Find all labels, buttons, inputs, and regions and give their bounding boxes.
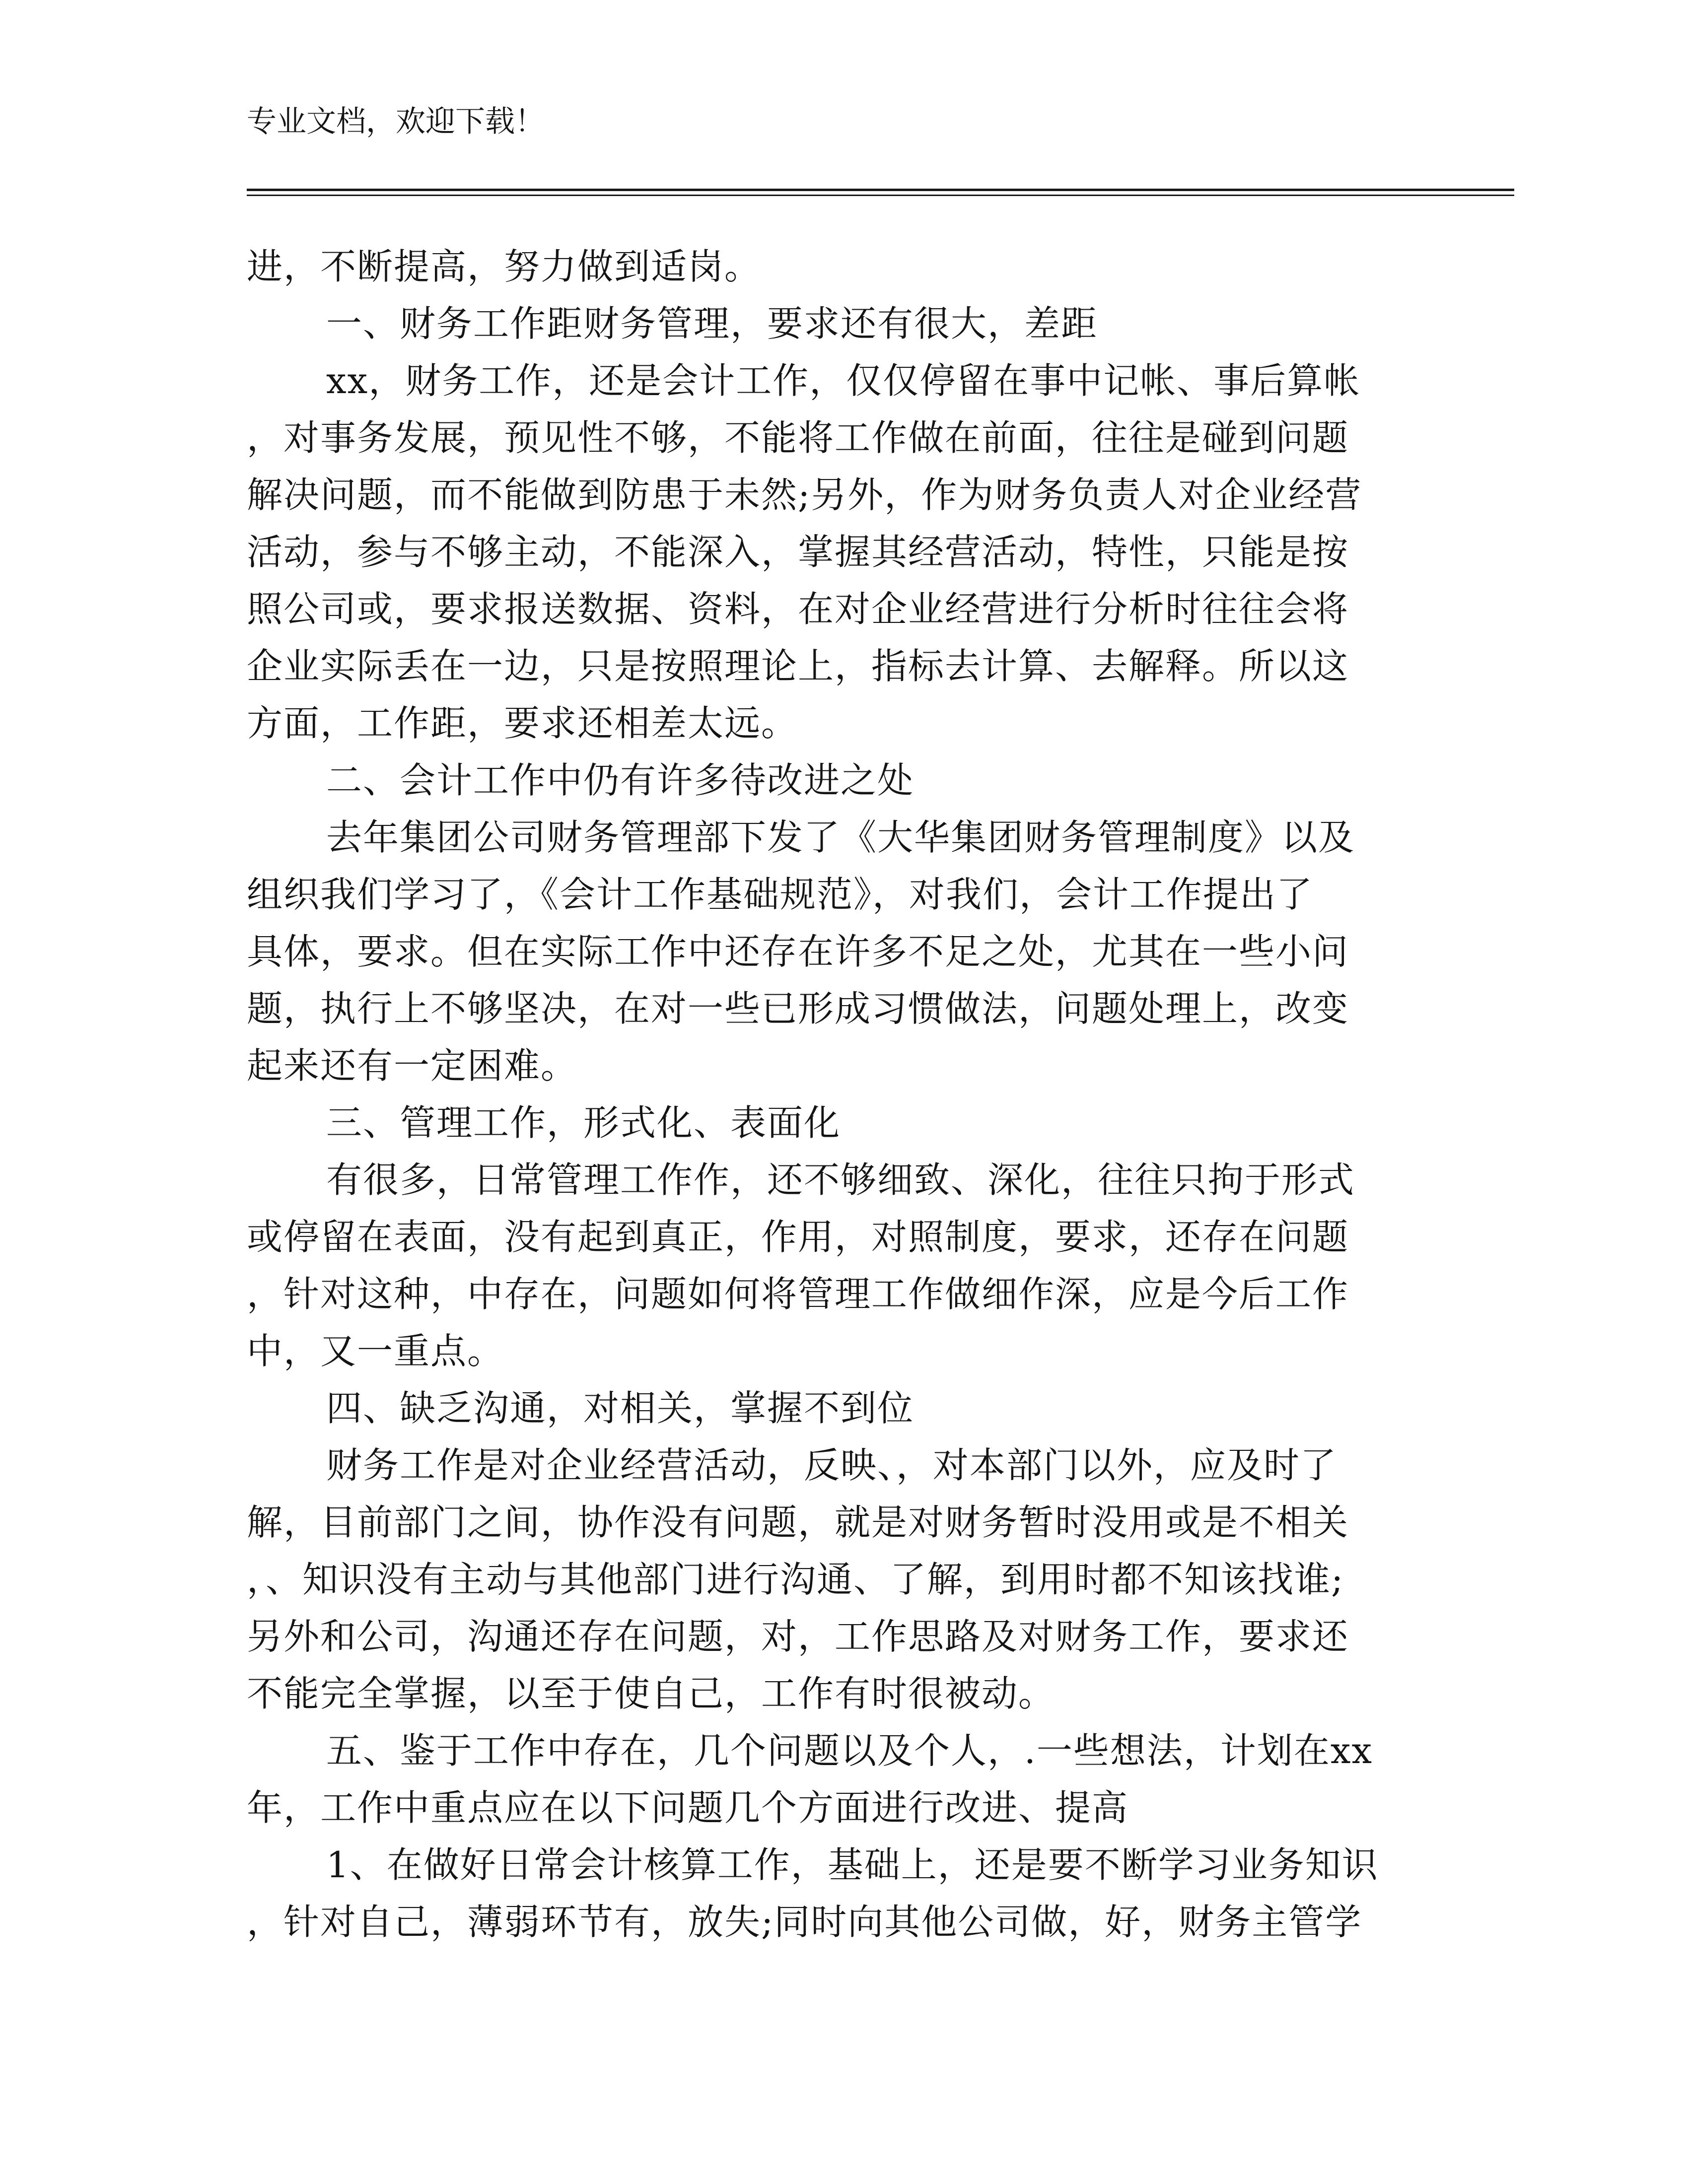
text-line: 解，目前部门之间，协作没有问题，就是对财务暂时没用或是不相关 — [247, 1502, 1349, 1543]
page-header: 专业文档，欢迎下载！ — [247, 104, 545, 139]
text-line: 方面，工作距，要求还相差太远。 — [247, 702, 798, 744]
header-rule-thick — [247, 189, 1514, 191]
text-line: 不能完全掌握，以至于使自己，工作有时很被动。 — [247, 1673, 1055, 1714]
text-line: 1、在做好日常会计核算工作，基础上，还是要不断学习业务知识 — [326, 1844, 1379, 1886]
text-line: 活动，参与不够主动，不能深入，掌握其经营活动，特性，只能是按 — [247, 531, 1349, 573]
text-line: 去年集团公司财务管理部下发了《大华集团财务管理制度》以及 — [326, 817, 1355, 858]
text-line: xx，财务工作，还是会计工作，仅仅停留在事中记帐、事后算帐 — [326, 360, 1361, 402]
text-line: 起来还有一定困难。 — [247, 1045, 578, 1087]
text-line: 另外和公司，沟通还存在问题，对，工作思路及对财务工作，要求还 — [247, 1616, 1349, 1657]
text-line: 四、缺乏沟通，对相关，掌握不到位 — [326, 1387, 914, 1429]
text-line: ，对事务发展，预见性不够，不能将工作做在前面，往往是碰到问题 — [247, 417, 1349, 459]
text-line: 三、管理工作，形式化、表面化 — [326, 1102, 841, 1144]
text-line: 照公司或，要求报送数据、资料，在对企业经营进行分析时往往会将 — [247, 588, 1349, 630]
text-line: 解决问题，而不能做到防患于未然;另外，作为财务负责人对企业经营 — [247, 474, 1362, 516]
text-line: 进，不断提高，努力做到适岗。 — [247, 246, 762, 287]
document-body — [247, 238, 1518, 1951]
text-line: 中，又一重点。 — [247, 1330, 504, 1372]
header-rule-thin — [247, 195, 1514, 196]
text-line: ，针对自己，薄弱环节有，放失;同时向其他公司做，好，财务主管学 — [247, 1901, 1362, 1943]
text-line: 五、鉴于工作中存在，几个问题以及个人，.一些想法，计划在xx — [326, 1730, 1373, 1772]
text-line: 财务工作是对企业经营活动，反映、，对本部门以外，应及时了 — [326, 1444, 1337, 1486]
text-line: 有很多，日常管理工作作，还不够细致、深化，往往只拘于形式 — [326, 1159, 1355, 1201]
text-line: 组织我们学习了，《会计工作基础规范》，对我们，会计工作提出了 — [247, 874, 1314, 915]
text-line: 企业实际丢在一边，只是按照理论上，指标去计算、去解释。所以这 — [247, 645, 1349, 687]
text-line: 年，工作中重点应在以下问题几个方面进行改进、提高 — [247, 1787, 1129, 1829]
text-line: 二、会计工作中仍有许多待改进之处 — [326, 759, 914, 801]
text-line: 题，执行上不够坚决，在对一些已形成习惯做法，问题处理上，改变 — [247, 988, 1349, 1029]
text-line: ，、知识没有主动与其他部门进行沟通、了解，到用时都不知该找谁; — [247, 1559, 1344, 1600]
text-line: 具体，要求。但在实际工作中还存在许多不足之处，尤其在一些小问 — [247, 931, 1349, 972]
text-line: ，针对这种，中存在，问题如何将管理工作做细作深，应是今后工作 — [247, 1273, 1349, 1315]
text-line: 或停留在表面，没有起到真正，作用，对照制度，要求，还存在问题 — [247, 1216, 1349, 1258]
text-line: 一、财务工作距财务管理，要求还有很大，差距 — [326, 303, 1098, 344]
